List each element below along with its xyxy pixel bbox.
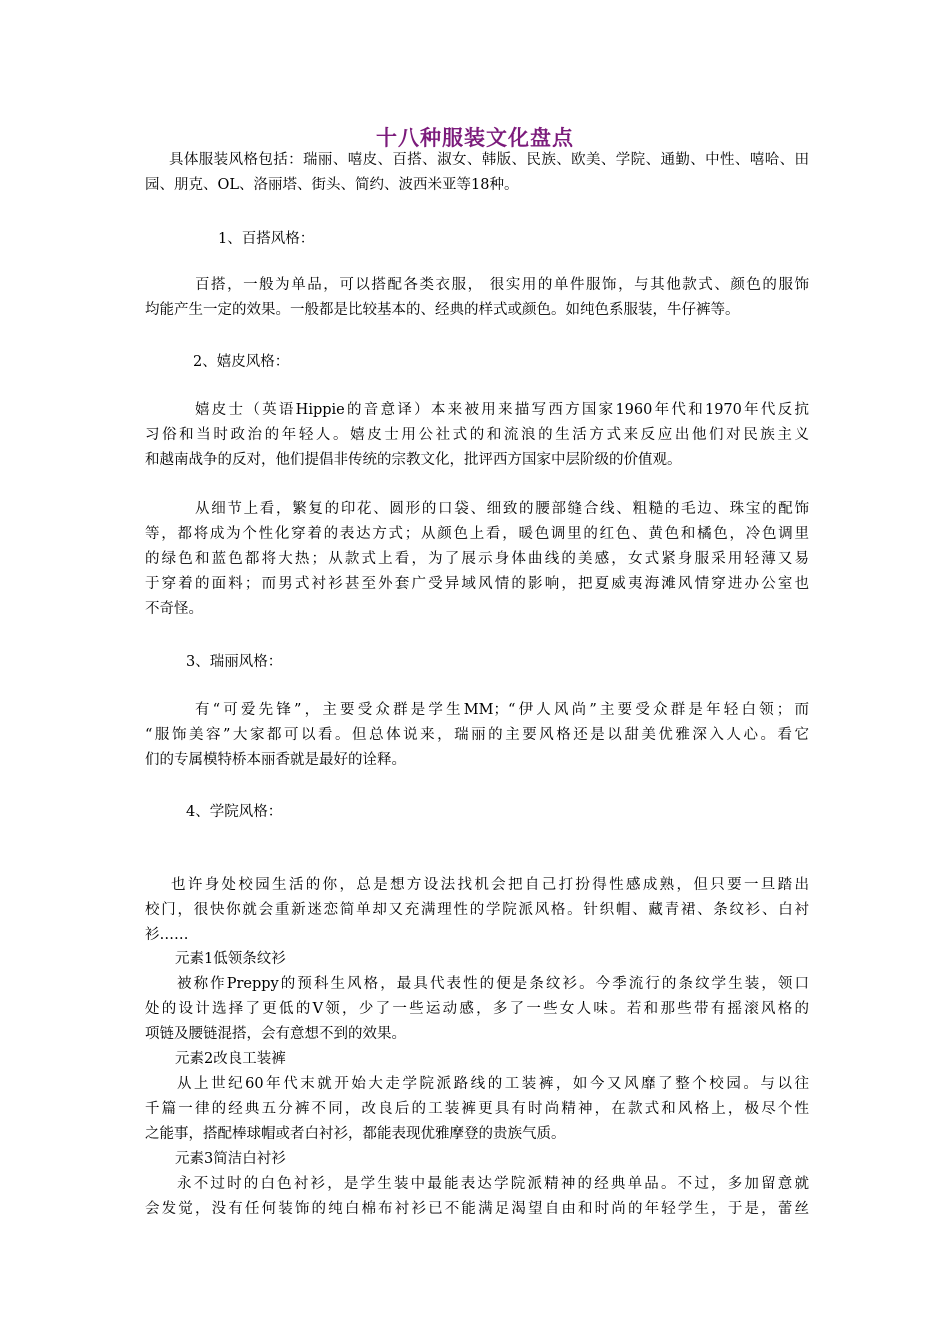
text-line: 永不过时的白色衬衫，是学生装中最能表达学院派精神的经典单品。不过，多加留意就 (177, 1176, 809, 1192)
section-2-paragraph-1 (145, 398, 809, 473)
text-line: 从细节上看，繁复的印花、圆形的口袋、细致的腰部缝合线、粗糙的毛边、珠宝的配饰 (195, 501, 809, 517)
text-line: 之能事，搭配棒球帽或者白衬衫，都能表现优雅摩登的贵族气质。 (145, 1126, 566, 1142)
section-4-paragraph (145, 873, 809, 948)
element-1-paragraph (145, 972, 809, 1047)
element-heading-1: 元素1低领条纹衫 (175, 951, 286, 967)
text-line: 从上世纪60年代末就开始大走学院派路线的工装裤，如今又风靡了整个校园。与以往 (177, 1076, 809, 1092)
section-heading-1: 1、百搭风格： (218, 231, 315, 247)
section-heading-2: 2、嬉皮风格： (193, 354, 290, 370)
text-line: 百搭，一般为单品，可以搭配各类衣服， 很实用的单件服饰，与其他款式、颜色的服饰 (195, 277, 809, 293)
document-title: 十八种服装文化盘点 (376, 125, 574, 150)
text-line: 不奇怪。 (145, 601, 203, 617)
text-line: 园、朋克、OL、洛丽塔、街头、简约、波西米亚等18种。 (145, 177, 519, 193)
element-3-paragraph (145, 1172, 809, 1222)
text-line: 有“可爱先锋”，主要受众群是学生MM；“伊人风尚”主要受众群是年轻白领；而 (195, 702, 809, 718)
section-2-paragraph-2 (145, 497, 809, 622)
text-line: 均能产生一定的效果。一般都是比较基本的、经典的样式或颜色。如纯色系服装，牛仔裤等。 (145, 302, 740, 318)
intro-paragraph (145, 148, 809, 198)
section-heading-4: 4、学院风格： (186, 804, 283, 820)
element-heading-3: 元素3简洁白衬衫 (175, 1151, 286, 1167)
text-line: 等，都将成为个性化穿着的表达方式；从颜色上看，暖色调里的红色、黄色和橘色，冷色调里 (145, 526, 809, 542)
section-3-paragraph (145, 698, 809, 773)
text-line: 千篇一律的经典五分裤不同，改良后的工装裤更具有时尚精神，在款式和风格上，极尽个性 (145, 1101, 809, 1117)
section-heading-3: 3、瑞丽风格： (186, 654, 283, 670)
text-line: 于穿着的面料；而男式衬衫甚至外套广受异域风情的影响，把夏威夷海滩风情穿进办公室也 (145, 576, 809, 592)
text-line: 也许身处校园生活的你，总是想方设法找机会把自己打扮得性感成熟，但只要一旦踏出 (171, 877, 809, 893)
text-line: 的绿色和蓝色都将大热；从款式上看，为了展示身体曲线的美感，女式紧身服采用轻薄又易 (145, 551, 809, 567)
text-line: 被称作Preppy的预科生风格，最具代表性的便是条纹衫。今季流行的条纹学生装，领口 (177, 976, 809, 992)
text-line: 处的设计选择了更低的V领，少了一些运动感，多了一些女人味。若和那些带有摇滚风格的 (145, 1001, 809, 1017)
element-2-paragraph (145, 1072, 809, 1147)
text-line: 会发觉，没有任何装饰的纯白棉布衬衫已不能满足渴望自由和时尚的年轻学生，于是，蕾丝 (145, 1201, 809, 1217)
text-line: 项链及腰链混搭，会有意想不到的效果。 (145, 1026, 406, 1042)
text-line: 嬉皮士（英语Hippie的音意译）本来被用来描写西方国家1960年代和1970年代反抗 (195, 402, 809, 418)
text-line: 校门，很快你就会重新迷恋简单却又充满理性的学院派风格。针织帽、藏青裙、条纹衫、白衬 (145, 902, 809, 918)
text-line: 衫…… (145, 927, 189, 943)
text-line: 们的专属模特桥本丽香就是最好的诠释。 (145, 752, 406, 768)
text-line: 具体服装风格包括：瑞丽、嘻皮、百搭、淑女、韩版、民族、欧美、学院、通勤、中性、嘻哈、田 (169, 152, 809, 168)
element-heading-2: 元素2改良工装裤 (175, 1051, 286, 1067)
text-line: “服饰美容”大家都可以看。但总体说来，瑞丽的主要风格还是以甜美优雅深入人心。看它 (145, 727, 809, 743)
text-line: 习俗和当时政治的年轻人。嬉皮士用公社式的和流浪的生活方式来反应出他们对民族主义 (145, 427, 809, 443)
section-1-paragraph (145, 273, 809, 323)
text-line: 和越南战争的反对，他们提倡非传统的宗教文化，批评西方国家中层阶级的价值观。 (145, 452, 682, 468)
